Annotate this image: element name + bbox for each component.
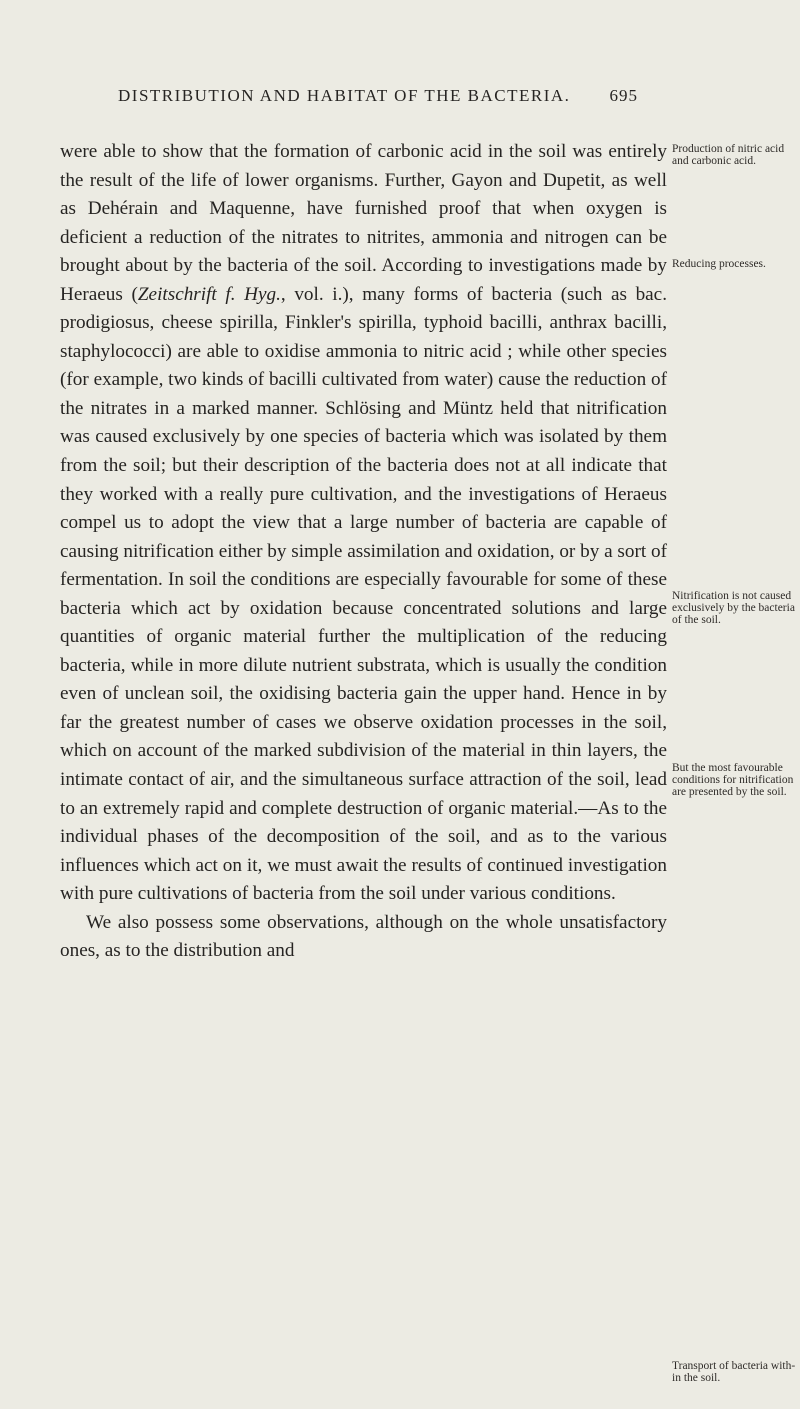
paragraph-1-part-b: , vol. i.), many forms of bacteria (such as bac. prodigiosus, cheese spirilla, Finkler's spirilla, typhoid bacilli, anthrax bacilli, staphylococci) are able to oxidise ammonia to nitric acid ; while other species (for example, two kinds of bacilli cultivated from water) cause the reduction of the nitrates in a marked manner. Schlösing and Müntz held that nitrification was caused exclusively by one species of bacteria which was isolated by them from the soil; but their description of the bacteria does not at all indicate that they worked with a really pure cultivation, and the investigations of Heraeus compel us to adopt the view that a large number of bacteria are capable of causing nitrification either by simple assimilation and oxidation, or by a sort of fermentation. In soil the conditions are especially favourable for some of these bacteria which act by oxidation because concentrated solutions and large quantities of organic material further the multiplication of the reducing bacteria, while in more dilute nutrient substrata, which is usually the condition even of unclean soil, the oxidising bacteria gain the upper hand. Hence in by far the greatest number of cases we observe oxidation processes in the soil, which on account of the marked subdivision of the material in thin layers, the intimate contact of air, and the simultaneous surface attraction of the soil, lead to an extremely rapid and complete destruction of organic material.—As to the individual phases of the decomposition of the soil, and as to the various influences which act on it, we must await the results of continued investigation with pure cultivations of bacteria from the soil under various conditions. xyxy=(60,283,667,905)
journal-reference: Zeitschrift f. Hyg. xyxy=(137,283,281,305)
margin-note-reducing-processes: Reducing processes. xyxy=(672,258,766,270)
margin-note-carbonic-acid: Production of nitric acid and carbonic acid. xyxy=(672,143,785,167)
page-number: 695 xyxy=(609,86,638,105)
main-text xyxy=(60,138,667,966)
paragraph-1-part-a: were able to show that the formation of carbonic acid in the soil was entirely the result of the life of lower organisms. Further, Gayon and Dupetit, as well as Dehérain and Maquenne, have furnished proof that when oxygen is deficient a reduction of the nitrates to nitrites, ammonia and nitrogen can be brought about by the bacteria of the soil. According to investigations made by Heraeus ( xyxy=(60,141,667,305)
running-title: DISTRIBUTION AND HABITAT OF THE BACTERIA. xyxy=(118,86,571,105)
margin-note-transport: Transport of bacteria with-in the soil. xyxy=(672,1360,796,1384)
paragraph-1 xyxy=(60,138,667,909)
margin-note-favourable-conditions: But the most favourable conditions for nitrification are presented by the soil. xyxy=(672,762,794,798)
paragraph-2: We also possess some observations, although on the whole unsatisfactory ones, as to the distribution and xyxy=(60,911,667,962)
margin-note-nitrification: Nitrification is not caused exclusively by the bacteria of the soil. xyxy=(672,590,795,626)
running-header xyxy=(118,86,638,106)
